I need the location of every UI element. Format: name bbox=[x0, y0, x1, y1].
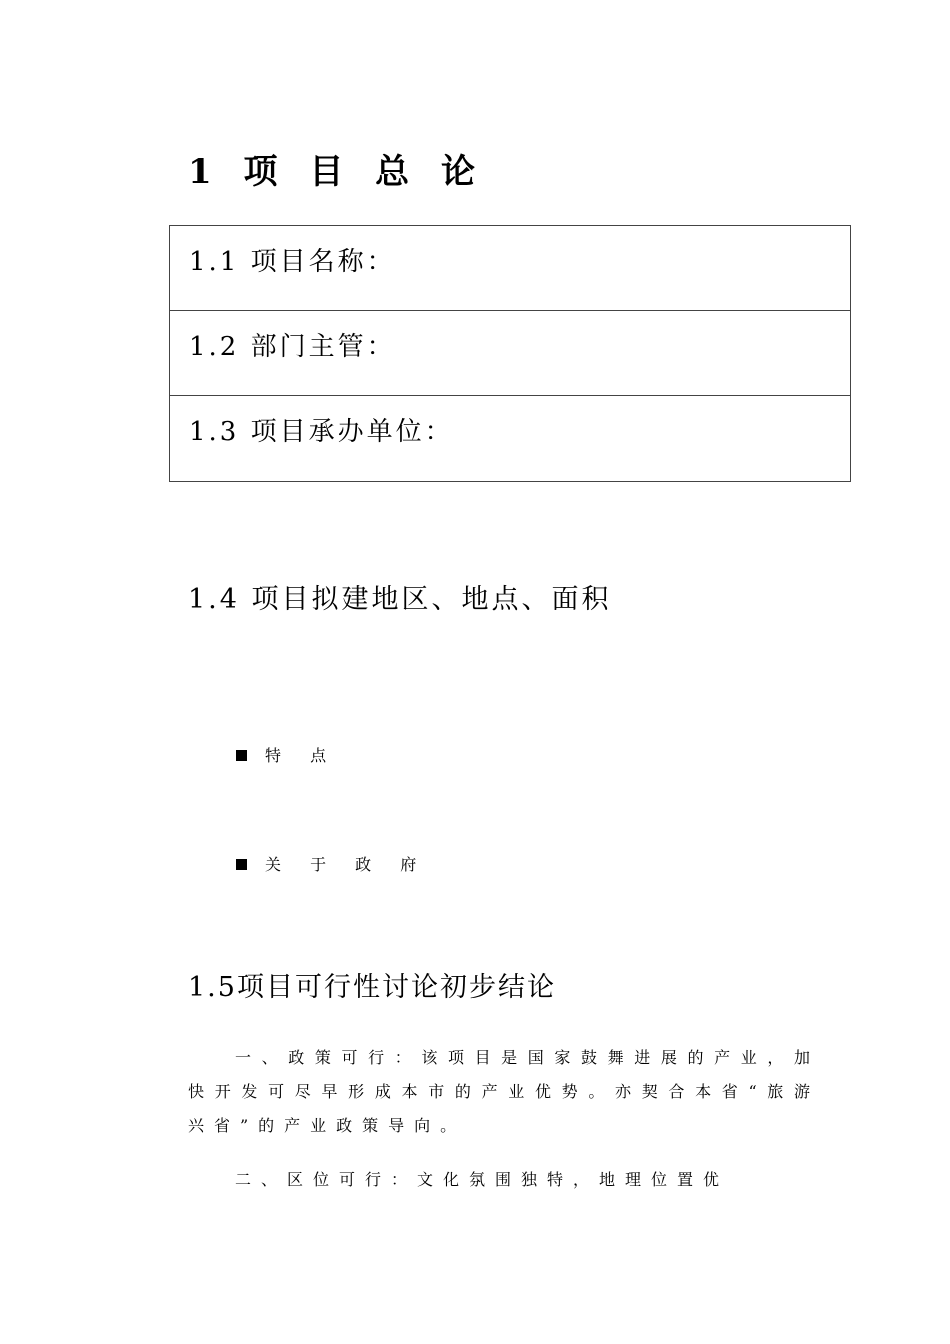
bullet-item-features bbox=[236, 744, 338, 768]
square-bullet-icon bbox=[236, 750, 247, 761]
bullet-text: 特 点 bbox=[265, 746, 339, 765]
paragraph-location-feasibility: 二、区位可行：文化氛围独特，地理位置优 bbox=[235, 1170, 730, 1189]
page-title: 1 项 目 总 论 bbox=[188, 152, 486, 192]
square-bullet-icon bbox=[236, 859, 247, 870]
undertaking-unit-row: 1.3 项目承办单位： bbox=[189, 417, 454, 447]
bullet-item-government bbox=[236, 853, 428, 877]
project-info-table bbox=[169, 225, 851, 482]
project-name-row: 1.1 项目名称： bbox=[170, 226, 850, 311]
section-heading-1-5: 1.5项目可行性讨论初步结论 bbox=[188, 972, 556, 1003]
section-heading-1-4: 1.4 项目拟建地区、地点、面积 bbox=[188, 584, 612, 615]
paragraph-policy-feasibility: 一、政策可行：该项目是国家鼓舞进展的产业，加快开发可尽早形成本市的产业优势。亦契合本省“旅游兴省”的产业政策导向。 bbox=[188, 1048, 820, 1135]
bullet-text: 关 于 政 府 bbox=[265, 855, 429, 874]
department-supervisor-row: 1.2 部门主管： bbox=[170, 311, 850, 396]
